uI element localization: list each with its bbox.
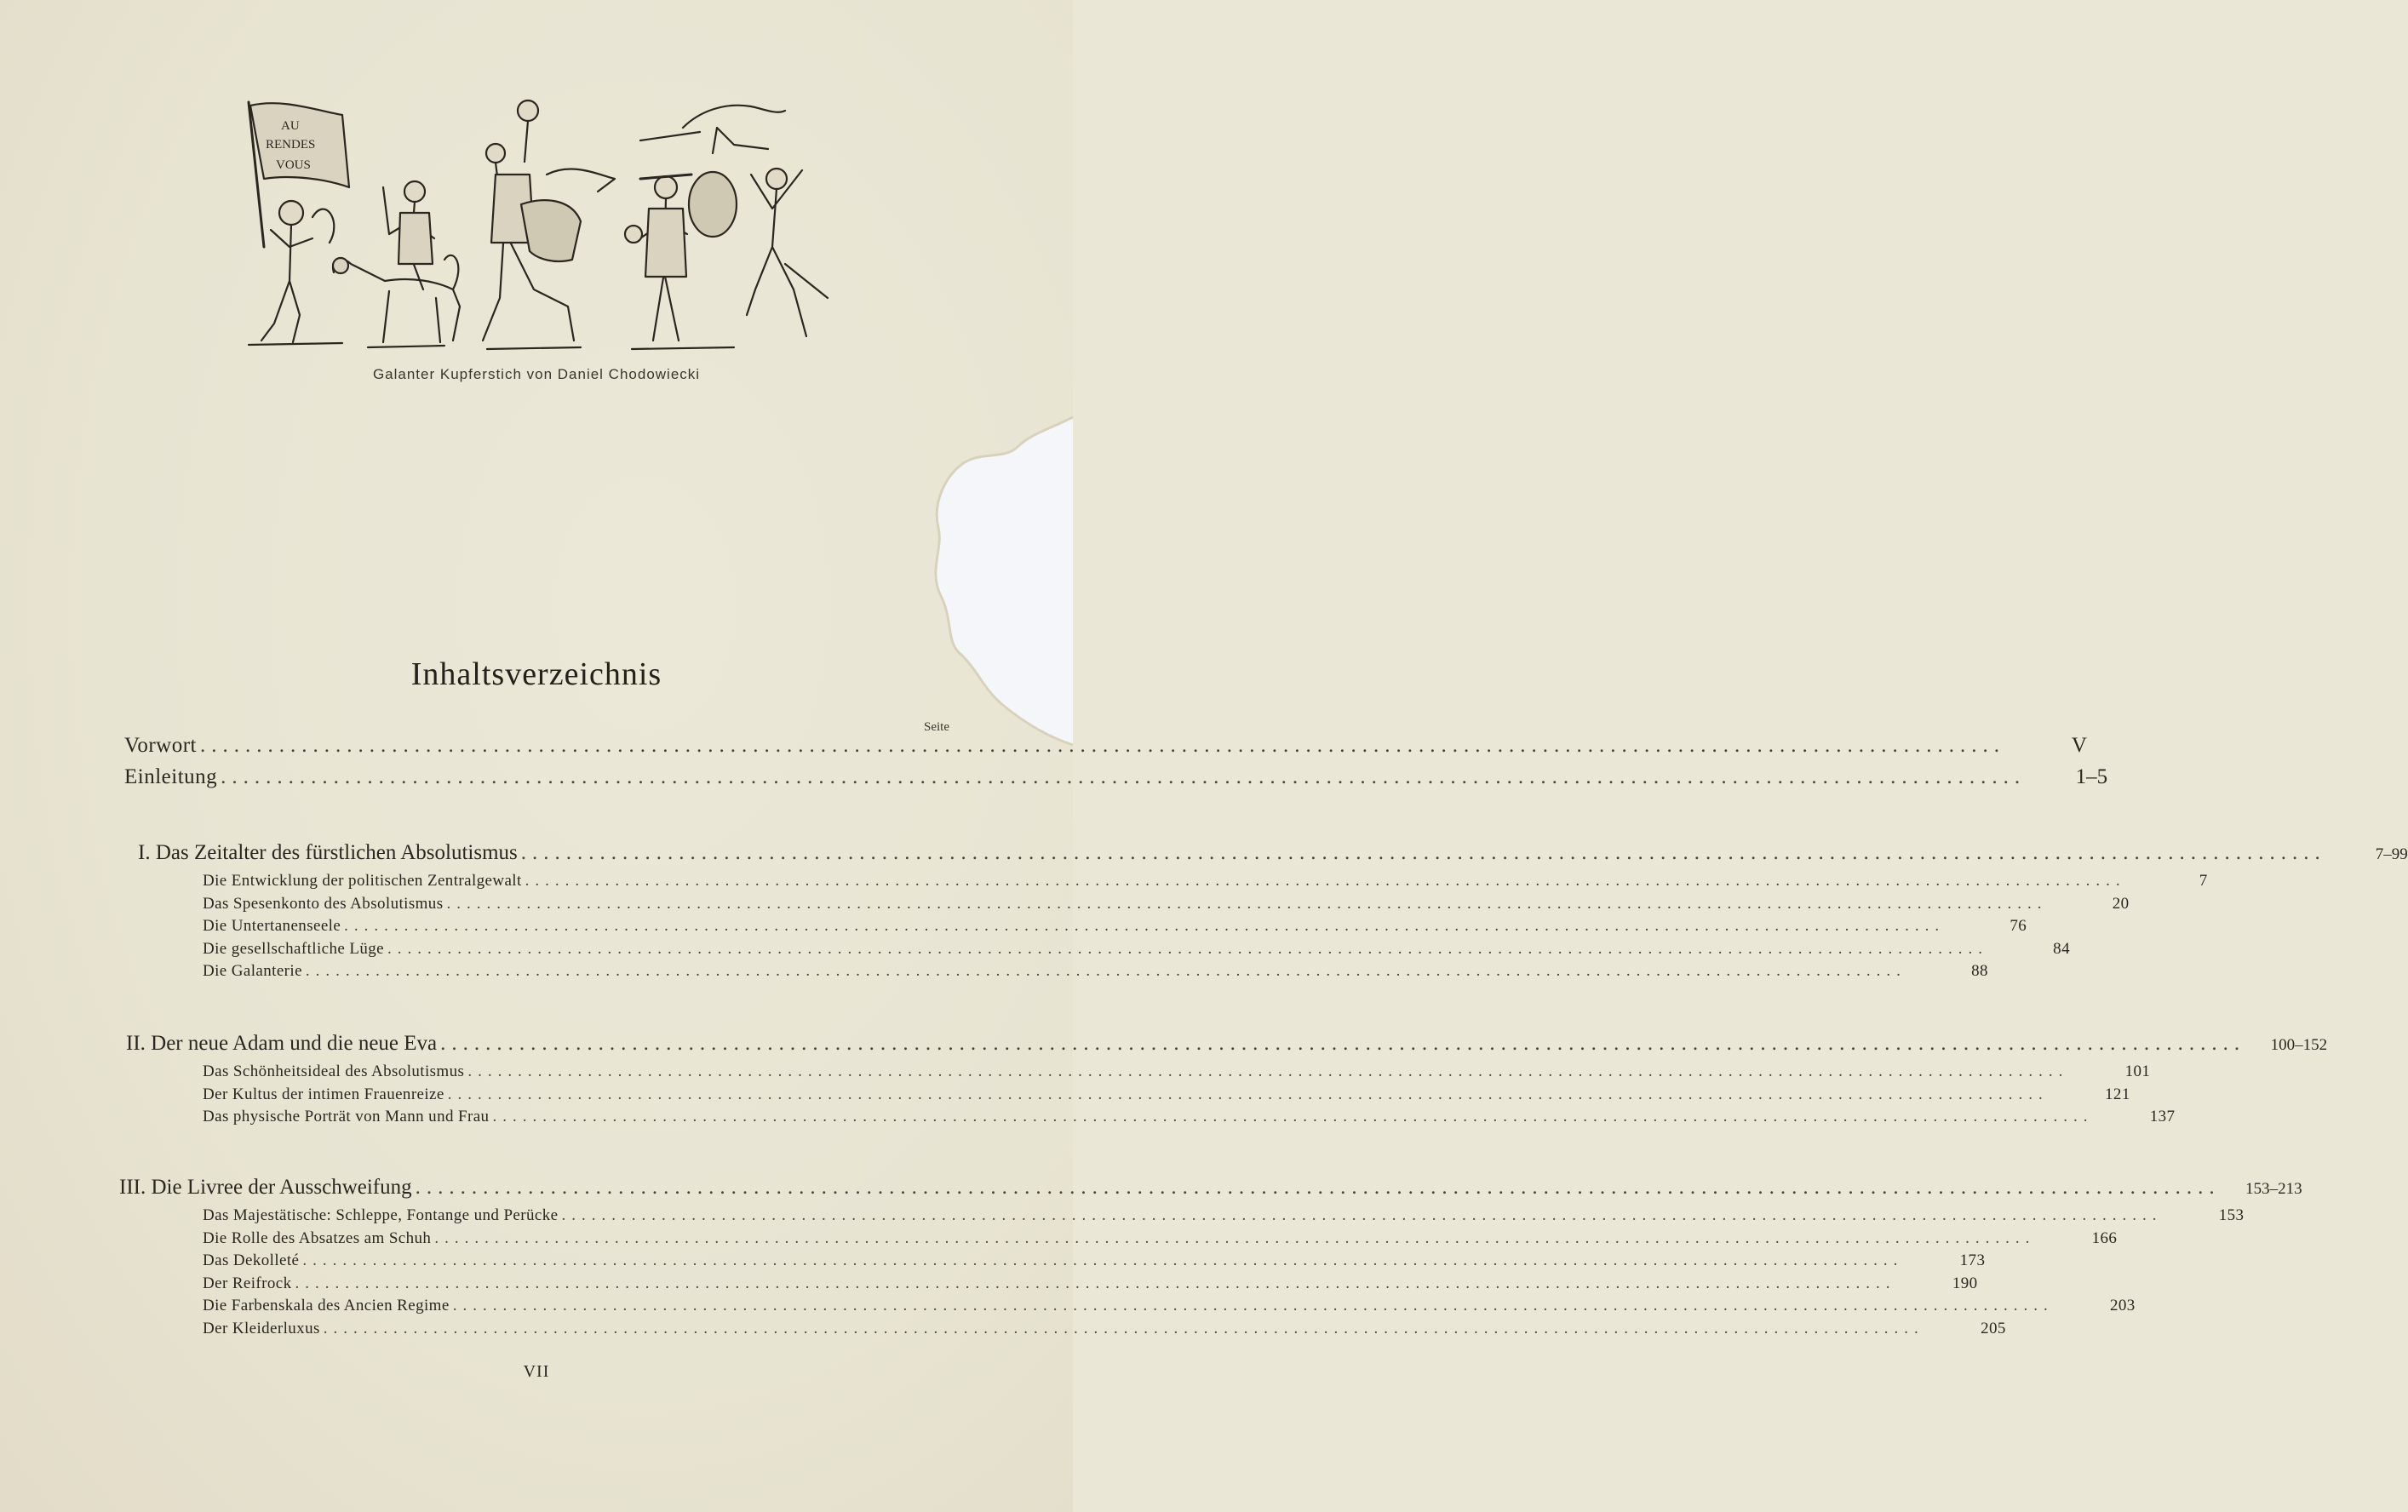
- dot-leader: ................................................................................................................................................................: [452, 1297, 2054, 1315]
- toc-entry-label: Die Rolle des Absatzes am Schuh: [203, 1228, 432, 1247]
- toc-entry-page: 100–152: [2270, 1036, 2328, 1054]
- toc-entry-label: Das physische Porträt von Mann und Frau: [203, 1108, 490, 1126]
- chapter-2: [119, 1176, 2302, 1200]
- dot-leader: ................................................................................................................................................................: [467, 1062, 2069, 1080]
- sub-entry: [203, 1274, 1978, 1293]
- banner-text-1: AU: [281, 119, 300, 133]
- toc-entry-label: Die Untertanenseele: [203, 917, 341, 936]
- toc-entry-label: Die gesellschaftliche Lüge: [203, 939, 384, 958]
- toc-entry-label: Einleitung: [124, 765, 218, 788]
- toc-entry-page: 76: [2010, 917, 2027, 936]
- toc-entry-page: 153: [2218, 1206, 2245, 1224]
- dot-leader: ................................................................................................................................................................: [295, 1274, 1896, 1292]
- dot-leader: ................................................................................................................................................................: [446, 894, 2048, 913]
- toc-entry-label: [119, 1176, 412, 1200]
- dot-leader: ................................................................................................................................................................: [561, 1206, 2163, 1224]
- toc-entry-label: [126, 1032, 437, 1056]
- chapter-title: Der neue Adam und die neue Eva: [151, 1032, 438, 1055]
- toc-entry-page: 153–213: [2245, 1180, 2302, 1198]
- toc-entry-label: Die Entwicklung der politischen Zentralgewalt: [203, 872, 522, 890]
- chapter-number: III.: [119, 1176, 146, 1199]
- sub-entry: [203, 1108, 2176, 1126]
- toc-entry-page: 101: [2124, 1062, 2151, 1080]
- toc-entry-page: 1–5: [2075, 765, 2108, 788]
- illustration-caption: Galanter Kupferstich von Daniel Chodowiecki: [372, 366, 701, 382]
- sub-entry: [203, 872, 2208, 891]
- toc-entry-page: 7–99: [2375, 845, 2408, 863]
- sub-entry: [203, 1297, 2136, 1315]
- toc-entry-1: [124, 765, 2108, 789]
- toc-entry-label: Der Kleiderluxus: [203, 1320, 320, 1337]
- toc-entry-label: [138, 841, 518, 865]
- toc-entry-label: Das Majestätische: Schleppe, Fontange und Perücke: [203, 1206, 559, 1224]
- sub-entry: [203, 1320, 2006, 1338]
- chapter-0: [138, 841, 2408, 865]
- sub-entry: [203, 1062, 2151, 1081]
- sub-entry: [203, 962, 1988, 981]
- toc-entry-page: 190: [1952, 1274, 1978, 1292]
- toc-entry-page: 205: [1981, 1320, 2006, 1337]
- dot-leader: ................................................................................................................................................................: [302, 1251, 1904, 1270]
- toc-entry-page: V: [2071, 734, 2087, 757]
- chapter-title: Das Zeitalter des fürstlichen Absolutismus: [155, 841, 518, 864]
- dot-leader: ................................................................................................................................................................: [520, 841, 2326, 864]
- chapter-title: Die Livree der Ausschweifung: [151, 1176, 412, 1199]
- dot-leader: ................................................................................................................................................................: [344, 917, 1946, 936]
- dot-leader: ................................................................................................................................................................: [221, 765, 2027, 788]
- toc-entry-label: Die Farbenskala des Ancien Regime: [203, 1297, 450, 1315]
- dot-leader: ................................................................................................................................................................: [415, 1176, 2221, 1199]
- toc-entry-page: 88: [1971, 962, 1988, 981]
- toc-entry-page: 166: [2091, 1228, 2118, 1247]
- toc-entry-page: 84: [2053, 939, 2070, 958]
- chapter-number: I.: [138, 841, 151, 864]
- dot-leader: ................................................................................................................................................................: [305, 962, 1906, 981]
- sub-entry: [203, 917, 2027, 936]
- sub-entry: [203, 894, 2130, 914]
- chodowiecki-engraving: [240, 94, 836, 353]
- toc-entry-page: 121: [2105, 1085, 2130, 1103]
- toc-title: Inhaltsverzeichnis: [410, 656, 662, 692]
- toc-entry-label: Vorwort: [124, 734, 197, 757]
- sub-entry: [203, 1085, 2130, 1104]
- toc-entry-label: Das Schönheitsideal des Absolutismus: [203, 1062, 465, 1080]
- sub-entry: [203, 1206, 2245, 1225]
- dot-leader: ................................................................................................................................................................: [387, 939, 1988, 958]
- dot-leader: ................................................................................................................................................................: [447, 1085, 2049, 1103]
- page-number: VII: [523, 1362, 550, 1381]
- toc-entry-label: Das Spesenkonto des Absolutismus: [203, 894, 444, 913]
- toc-entry-0: [124, 734, 2087, 758]
- toc-entry-label: Der Kultus der intimen Frauenreize: [203, 1085, 444, 1103]
- page-column-header: Seite: [924, 720, 949, 734]
- toc-entry-page: 20: [2112, 894, 2130, 913]
- sub-entry: [203, 1228, 2118, 1248]
- dot-leader: ................................................................................................................................................................: [199, 734, 2005, 757]
- chapter-1: [126, 1032, 2328, 1056]
- dot-leader: ................................................................................................................................................................: [323, 1320, 1924, 1337]
- sub-entry: [203, 939, 2070, 959]
- toc-entry-page: 203: [2109, 1297, 2136, 1315]
- dot-leader: ................................................................................................................................................................: [440, 1032, 2246, 1055]
- banner-text-3: VOUS: [276, 158, 311, 172]
- toc-entry-label: Der Reifrock: [203, 1274, 292, 1292]
- toc-entry-label: Die Galanterie: [203, 962, 302, 981]
- banner-text-2: RENDES: [266, 138, 316, 152]
- chapter-number: II.: [126, 1032, 146, 1055]
- torn-corner: [834, 400, 1073, 758]
- dot-leader: ................................................................................................................................................................: [525, 872, 2126, 890]
- sub-entry: [203, 1251, 1986, 1270]
- toc-entry-page: 173: [1959, 1251, 1986, 1270]
- dot-leader: ................................................................................................................................................................: [434, 1228, 2036, 1247]
- toc-entry-page: 137: [2149, 1108, 2176, 1126]
- dot-leader: ................................................................................................................................................................: [492, 1108, 2094, 1126]
- toc-entry-label: Das Dekolleté: [203, 1251, 300, 1270]
- toc-entry-page: 7: [2199, 872, 2208, 890]
